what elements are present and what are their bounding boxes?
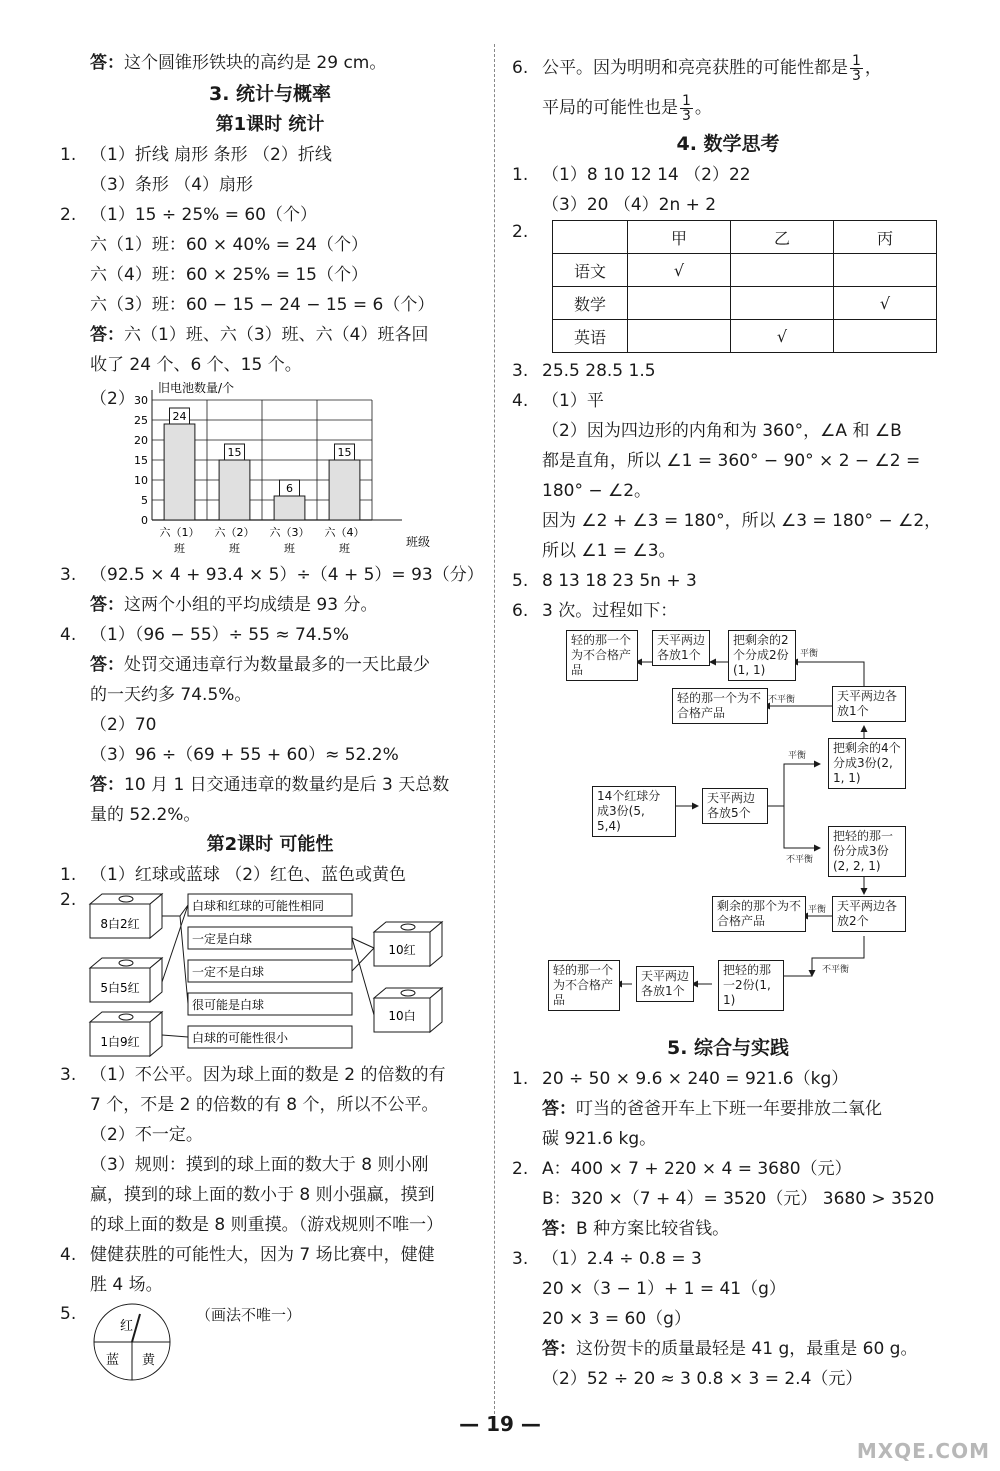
flow-weigh5: 天平两边各放5个 [702, 788, 768, 824]
matching-diagram [88, 890, 488, 1060]
possibility-question-4: 4. 健健获胜的可能性大，因为 7 场比赛中，健健 [60, 1245, 435, 1265]
ball-box-10r [374, 922, 442, 966]
flow-rest2: 把剩余的2个分成2份(1, 1) [728, 630, 796, 681]
page-number: — 19 — [459, 1412, 541, 1436]
y-tick-label: 0 [141, 514, 148, 527]
question-3: 3. （92.5 × 4 + 93.4 × 5）÷（4 + 5）= 93（分） [60, 565, 484, 585]
bar [164, 424, 195, 520]
spinner-label-blue: 蓝 [106, 1353, 120, 1368]
bar [329, 460, 360, 520]
answer-line: 答：这个圆锥形铁块的高约是 29 cm。 [90, 53, 387, 73]
x-tick-label-suffix: 班 [174, 542, 185, 555]
question-1: 1. （1）折线 扇形 条形 （2）折线 [60, 145, 332, 165]
flow-light5: 把轻的那一份分成3份(2, 2, 1) [828, 826, 906, 877]
flow-weigh1c: 天平两边各放1个 [636, 966, 694, 1002]
flow-light1a: 轻的那一个为不合格产品 [672, 688, 768, 724]
statement-boxes [188, 894, 352, 1048]
question-4: 4. （1）（96 − 55）÷ 55 ≈ 74.5% [60, 625, 349, 645]
bar [219, 460, 250, 520]
bar-data-label: 15 [337, 446, 352, 459]
y-tick-label: 20 [134, 434, 148, 447]
right-column: 6. 公平。因为明明和亮亮获胜的可能性都是 $\frac{1}{3}$ ， 平局的可能性也是 $\frac{1}{3}$ 。 4. 数学思考 1. （1）8 10 12 14 （2）22 （3）20 （4）2n + 2 2. 甲 乙 丙 语文 √ 数学 √ 英语 √ 3. 25.5 28.5 1.5 4. （1）平 （2）因为四边形的内角和为 360°，∠A 和 ∠B 都是直角，所以 ∠1 = 360° − 90° × 2 − ∠2 = 180° − ∠2。 因为 ∠2 + ∠3 = 180°，所以 ∠3 = 180° − ∠2， 所以 ∠1 = ∠3。 5. 8 13 18 23 5n + 3 6. 3 次。过程如下： 平衡 不平衡 平衡 不平衡 平衡 不平衡 14个红球分成3份(5, 5,4) 天平两边各放5个 把剩余的4个分成3份(2, 1, 1) 天平两边各放1个 轻的那一个为不合格产品 把剩余的2个分成2份(1, 1) 天平两边各放1个 轻的那一个为不合格产品 把轻的那一份分成3份(2, 2, 1) 天平两边各放2个 剩余的那个为不合格产品 把轻的那一2份(1, 1) 天平两边各放1个 轻的那一个为不合格产品 5. 综合与实践 1. 20 ÷ 50 × 9.6 × 240 = 921.6（kg） 答：叮当的爸爸开车上下班一年要排放二氧化 碳 921.6 kg。 2. A：400 × 7 + 220 × 4 = 3680（元） B：320 ×（7 + 4）= 3520（元） 3680 > 3520 答：B 种方案比较省钱。 3. （1）2.4 ÷ 0.8 = 3 20 ×（3 − 1）+ 1 = 41（g） 20 × 3 = 60（g） 答：这份贺卡的质量最轻是 41 g，最重是 60 g。 （2）52 ÷ 20 ≈ 3 0.8 × 3 = 2.4（元） [512, 48, 944, 1394]
practice-question-3: 3. （1）2.4 ÷ 0.8 = 3 [512, 1249, 702, 1269]
svg-text:白球的可能性很小: 白球的可能性很小 [192, 1031, 289, 1045]
bar-data-label: 6 [286, 482, 293, 495]
logic-table: 甲 乙 丙 语文 √ 数学 √ 英语 √ [552, 220, 937, 353]
svg-text:8白2红: 8白2红 [100, 917, 140, 931]
spinner-label-yellow: 黄 [142, 1353, 156, 1368]
x-tick-label: 六（3） [269, 526, 310, 539]
x-tick-label-suffix: 班 [229, 542, 240, 555]
ball-box-10w [374, 988, 442, 1032]
section-title-math-thinking: 4. 数学思考 [676, 133, 780, 155]
flow-rest4: 把剩余的4个分成3份(2, 1, 1) [828, 738, 906, 789]
flow-label-unbalance: 不平衡 [786, 855, 814, 865]
svg-text:10白: 10白 [388, 1009, 416, 1023]
flow-rest1: 剩余的那个为不合格产品 [712, 896, 806, 932]
ball-box-1w9r [90, 1012, 162, 1056]
column-divider [494, 44, 495, 1424]
left-column: 答：这个圆锥形铁块的高约是 29 cm。 3. 统计与概率 第1课时 统计 1. （1）折线 扇形 条形 （2）折线 （3）条形 （4）扇形 2. （1）15 ÷ 25% = 60（个） 六（1）班：60 × 40% = 24（个） 六（4）班：60 × 25% = 15（个） 六（3）班：60 − 15 − 24 − 15 = 6（个） 答：六（1）班、六（3）班、六（4）班各回 收了 24 个、6 个、15 个。 （2） 0 5 10 15 20 25 30 旧电池数量/个 班级 24 六（1） 班 15 六（2） 班 6 六（3） 班 15 六（4） 班 3. （92.5 × 4 + 93.4 × 5）÷（4 + 5）= 93（分） 答：这两个小组的平均成绩是 93 分。 4. （1）（96 − 55）÷ 55 ≈ 74.5% 答：处罚交通违章行为数量最多的一天比最少 的一天约多 74.5%。 （2）70 （3）96 ÷（69 + 55 + 60）≈ 52.2% 答：10 月 1 日交通违章的数量约是后 3 天总数 量的 52.2%。 第2课时 可能性 1. （1）红球或蓝球 （2）红色、蓝色或黄色 2. 8白2红 5白5红 1白9红 白球和红球的可能性相同 一定是白球 一定不是白球 很可能是白球 白球的可能性很小 10红 10白 3. （1）不公平。因为球上面的数是 2 的倍数的有 7 个，不是 2 的倍数的有 8 个，所以不公平。 （2）不一定。 （3）规则：摸到的球上面的数大于 8 则小刚 赢，摸到的球上面的数小于 8 则小强赢，摸到 的球上面的数是 8 则重摸。（游戏规则不唯一） 4. 健健获胜的可能性大，因为 7 场比赛中，健健 胜 4 场。 5. 红 蓝 黄 （画法不唯一） [60, 48, 480, 1384]
flow-light1b: 轻的那一个为不合格产品 [566, 630, 638, 681]
ball-box-8w2r [90, 894, 162, 938]
thinking-question-1: 1. （1）8 10 12 14 （2）22 [512, 165, 751, 185]
svg-text:不平衡: 不平衡 [768, 695, 796, 705]
y-tick-label: 5 [141, 494, 148, 507]
spinner-label-red: 红 [120, 1319, 134, 1334]
flow-weigh1a: 天平两边各放1个 [832, 686, 906, 722]
flow-light1c: 轻的那一个为不合格产品 [548, 960, 620, 1011]
section-title-practice: 5. 综合与实践 [666, 1037, 790, 1059]
bar-chart-block: （2） 0 5 10 15 20 25 30 旧电池数量/个 班级 24 六（1） 班 15 六（2） 班 6 六（3） 班 15 六（4） 班 [60, 380, 480, 560]
svg-text:10红: 10红 [388, 943, 416, 957]
svg-text:平衡: 平衡 [808, 905, 827, 915]
bar-chart [120, 380, 450, 560]
thinking-question-3: 3. 25.5 28.5 1.5 [512, 361, 656, 381]
section-title-statistics: 3. 统计与概率 [208, 83, 332, 105]
x-tick-label: 六（4） [324, 526, 365, 539]
x-tick-label: 六（2） [214, 526, 255, 539]
flow-start: 14个红球分成3份(5, 5,4) [592, 786, 676, 837]
svg-text:5白5红: 5白5红 [100, 981, 140, 995]
ball-box-5w5r [90, 958, 162, 1002]
watermark: MXQE.COM [856, 1439, 990, 1463]
possibility-question-3: 3. （1）不公平。因为球上面的数是 2 的倍数的有 [60, 1065, 446, 1085]
flow-label-balance: 平衡 [788, 751, 807, 761]
svg-text:不平衡: 不平衡 [822, 965, 850, 975]
thinking-question-2: 2. 甲 乙 丙 语文 √ 数学 √ 英语 √ [512, 220, 944, 356]
svg-text:一定是白球: 一定是白球 [192, 932, 253, 946]
y-tick-label: 10 [134, 474, 148, 487]
weighing-flowchart [512, 626, 944, 1032]
flow-weigh1b: 天平两边各放1个 [652, 630, 710, 666]
x-tick-label-suffix: 班 [339, 542, 350, 555]
y-axis-label: 旧电池数量/个 [158, 381, 235, 395]
matching-block: 2. 8白2红 5白5红 1白9红 白球和红球的可能性相同 一定是白球 一定不是白球 很可能是白球 白球的可能性很小 10红 10白 [60, 890, 480, 1060]
question-6: 6. 公平。因为明明和亮亮获胜的可能性都是 $\frac{1}{3}$ ， [512, 52, 882, 84]
x-tick-label: 六（1） [159, 526, 200, 539]
svg-text:一定不是白球: 一定不是白球 [192, 965, 265, 979]
svg-text:很可能是白球: 很可能是白球 [192, 998, 265, 1012]
bar-data-label: 24 [172, 410, 187, 423]
y-tick-label: 30 [134, 394, 148, 407]
y-tick-label: 25 [134, 414, 148, 427]
x-axis-label: 班级 [406, 535, 431, 549]
x-tick-label-suffix: 班 [284, 542, 295, 555]
bar-data-label: 15 [227, 446, 242, 459]
svg-text:平衡: 平衡 [800, 649, 819, 659]
thinking-question-6: 6. 3 次。过程如下： [512, 601, 678, 621]
practice-question-2: 2. A：400 × 7 + 220 × 4 = 3680（元） [512, 1159, 852, 1179]
flow-split2: 把轻的那一2份(1, 1) [718, 960, 784, 1011]
spinner [90, 1300, 180, 1384]
lesson-title-statistics: 第1课时 统计 [215, 114, 325, 135]
svg-text:1白9红: 1白9红 [100, 1035, 140, 1049]
flow-weigh2: 天平两边各放2个 [832, 896, 906, 932]
lesson-title-possibility: 第2课时 可能性 [206, 834, 334, 855]
y-tick-label: 15 [134, 454, 148, 467]
bar [274, 496, 305, 520]
fraction-one-third: $\frac{1}{3}$ [852, 52, 861, 84]
thinking-question-5: 5. 8 13 18 23 5n + 3 [512, 571, 697, 591]
question-2: 2. （1）15 ÷ 25% = 60（个） [60, 205, 317, 225]
possibility-question-1: 1. （1）红球或蓝球 （2）红色、蓝色或黄色 [60, 865, 407, 885]
practice-question-1: 1. 20 ÷ 50 × 9.6 × 240 = 921.6（kg） [512, 1069, 849, 1089]
svg-text:白球和红球的可能性相同: 白球和红球的可能性相同 [192, 899, 325, 913]
thinking-question-4: 4. （1）平 [512, 391, 604, 411]
possibility-question-5: 5. 红 蓝 黄 （画法不唯一） [60, 1300, 480, 1384]
